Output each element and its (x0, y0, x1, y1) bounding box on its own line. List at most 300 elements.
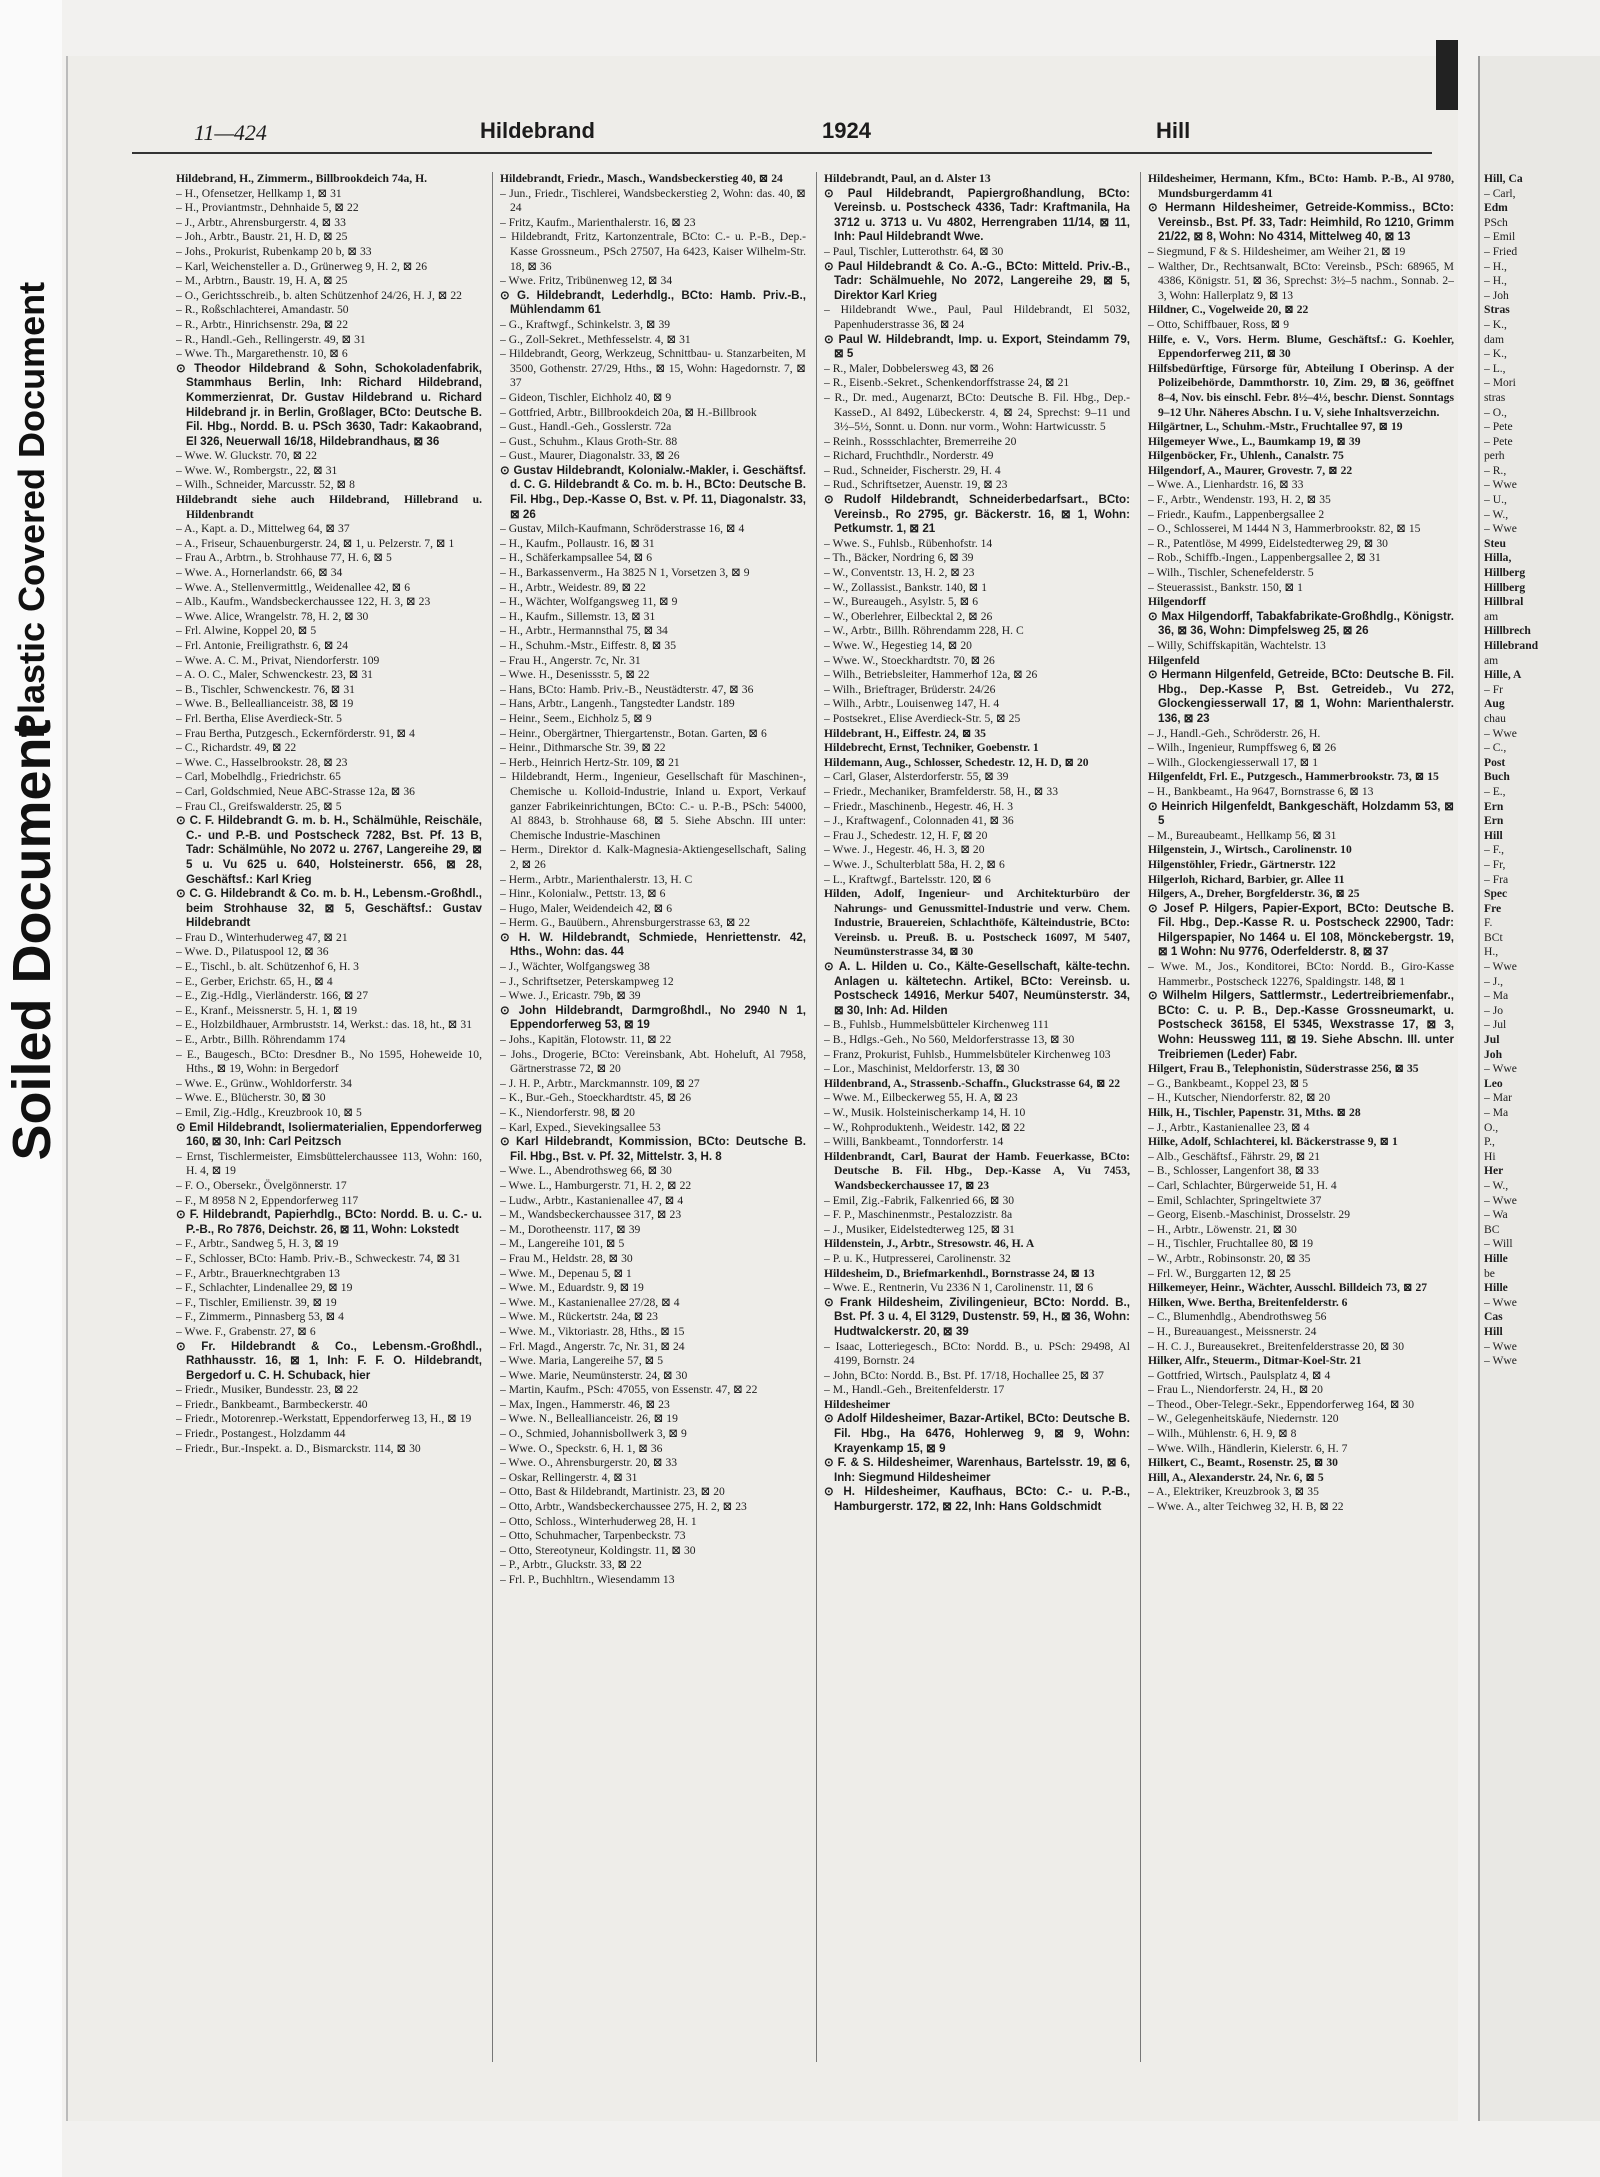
directory-entry: – Wilh., Glockengiesserwall 17, ⊠ 1 (1148, 755, 1319, 769)
directory-entry: ⊙ Rudolf Hildebrandt, Schneiderbedarfsart., BCto: Vereinsb., Ro 2795, gr. Bäckerstr. 16, ⊠ 1, Wohn: Petkumstr. 1, ⊠ 21 (824, 493, 1130, 536)
directory-entry: – H., Kaufm., Pollaustr. 16, ⊠ 31 (500, 536, 655, 550)
directory-entry: – Will (1484, 1237, 1513, 1251)
directory-entry: Hill, A., Alexanderstr. 24, Nr. 6, ⊠ 5 (1148, 1470, 1324, 1484)
directory-entry: – Heinr., Obergärtner, Thiergartenstr., Botan. Garten, ⊠ 6 (500, 726, 767, 740)
directory-entry: Jul (1484, 1033, 1500, 1047)
directory-entry: – K., Bur.-Geh., Stoeckhardtstr. 45, ⊠ 26 (500, 1091, 692, 1105)
directory-entry: – Johs., Kapitän, Flotowstr. 11, ⊠ 22 (500, 1033, 672, 1047)
directory-entry: – M., Dorotheenstr. 117, ⊠ 39 (500, 1222, 641, 1236)
directory-entry: Post (1484, 755, 1506, 769)
directory-entry: – Wwe (1484, 726, 1517, 740)
directory-entry: – H., (1484, 274, 1507, 288)
directory-entry: Hilgendorff (1148, 595, 1206, 609)
directory-entry: – Wwe. S., Fuhlsb., Rübenhofstr. 14 (824, 536, 993, 550)
directory-entry: – R., Handl.-Geh., Rellingerstr. 49, ⊠ 31 (176, 332, 366, 346)
header-right-word: Hill (1156, 118, 1191, 143)
directory-entry: – Frau Bertha, Putzgesch., Eckernförderstr. 91, ⊠ 4 (176, 726, 415, 740)
directory-entry: – Wwe. Fritz, Tribünenweg 12, ⊠ 34 (500, 274, 673, 288)
directory-entry: – Wwe. O., Ahrensburgerstr. 20, ⊠ 33 (500, 1456, 678, 1470)
directory-entry: – Paul, Tischler, Lutterothstr. 64, ⊠ 30 (824, 244, 1004, 258)
directory-entry: – P., Arbtr., Gluckstr. 33, ⊠ 22 (500, 1558, 642, 1572)
directory-entry: Hilken, Wwe. Bertha, Breitenfelderstr. 6 (1148, 1295, 1348, 1309)
directory-entry: Leo (1484, 1076, 1503, 1090)
directory-entry: – H., Kaufm., Sillemstr. 13, ⊠ 31 (500, 609, 656, 623)
directory-entry: ⊙ Karl Hildebrandt, Kommission, BCto: Deutsche B. Fil. Hbg., Bst. v. Pf. 32, Mittelstr. 3, H. 8 (500, 1135, 806, 1163)
directory-entry: – E., Tischl., b. alt. Schützenhof 6, H. 3 (176, 960, 359, 974)
directory-entry: – A., Kapt. a. D., Mittelweg 64, ⊠ 37 (176, 522, 350, 536)
directory-entry: Her (1484, 1164, 1504, 1178)
directory-entry: – W., (1484, 1178, 1509, 1192)
directory-entry: – G., Zoll-Sekret., Methfesselstr. 4, ⊠ 31 (500, 332, 691, 346)
directory-entry: ⊙ C. F. Hildebrandt G. m. b. H., Schälmühle, Reischäle, C.- und P.-B. und Postscheck 7282, Bst. Pf. 13 B, Tadr: Schälmühle, No 2072 u. 2767, Langereihe 29, ⊠ 5 u. Vu 625 u. 640, Holsteinerstr. 656, ⊠ 28, Geschäftsf.: Karl Krieg (176, 814, 482, 886)
directory-entry: ⊙ Paul Hildebrandt & Co. A.-G., BCto: Mitteld. Priv.-B., Tadr: Schälmuehle, No 2072, Langereihe 29, ⊠ 5, Direktor Karl Krieg (824, 259, 1130, 302)
directory-entry: – Johs., Prokurist, Rubenkamp 20 b, ⊠ 33 (176, 244, 372, 258)
directory-entry: Hildesheimer (824, 1397, 891, 1411)
directory-entry: – Theod., Ober-Telegr.-Sekr., Eppendorferweg 164, ⊠ 30 (1148, 1397, 1415, 1411)
directory-entry: Edm (1484, 201, 1508, 215)
directory-entry: – Emil, Zig.-Fabrik, Falkenried 66, ⊠ 30 (824, 1193, 1015, 1207)
directory-entry: – Carl, Schlachter, Bürgerweide 51, H. 4 (1148, 1178, 1337, 1192)
directory-entry: – Fried (1484, 244, 1518, 258)
directory-entry: – R., Arbtr., Hinrichsenstr. 29a, ⊠ 22 (176, 317, 349, 331)
directory-entry: F. (1484, 916, 1493, 930)
directory-entry: – Steuerassist., Bankstr. 150, ⊠ 1 (1148, 580, 1303, 594)
directory-entry: – Otto, Arbtr., Wandsbeckerchaussee 275, H. 2, ⊠ 23 (500, 1500, 747, 1514)
directory-entry: Hildebrecht, Ernst, Techniker, Goebenstr. 1 (824, 741, 1039, 755)
directory-entry: – E., (1484, 784, 1506, 798)
directory-entry: – H., Wächter, Wolfgangsweg 11, ⊠ 9 (500, 595, 678, 609)
directory-entry: – Ma (1484, 989, 1509, 1003)
directory-entry: Hilgers, A., Dreher, Borgfelderstr. 36, ⊠ 25 (1148, 887, 1360, 901)
directory-entry: – C., (1484, 741, 1507, 755)
facing-page-column (1484, 172, 1594, 2072)
directory-entry: Hilfsbedürftige, Fürsorge für, Abteilung I Oberinsp. A der Polizeibehörde, Dammthorstr. 10, Zim. 29, ⊠ 36, geöffnet 8–4, Nov. bis einschl. Febr. 8½–4½, beschr. Dienst. Sonntags 9–12 Uhr. Näheres Abschn. I u. V, siehe Inhaltsverzeichn. (1148, 361, 1454, 419)
directory-entry: – B., Hdlgs.-Geh., No 560, Meldorferstrasse 13, ⊠ 30 (824, 1033, 1075, 1047)
directory-entry: am (1484, 609, 1499, 623)
directory-entry: – Pete (1484, 434, 1513, 448)
directory-entry: – Rud., Schriftsetzer, Auenstr. 19, ⊠ 23 (824, 478, 1008, 492)
directory-entry: Hilgendorf, A., Maurer, Grovestr. 7, ⊠ 22 (1148, 463, 1353, 477)
directory-entry: – Wilh., Brieftrager, Brüderstr. 24/26 (824, 682, 996, 696)
directory-entry: Hillebrand (1484, 639, 1539, 652)
directory-entry: – R., (1484, 463, 1507, 477)
directory-entry: – Wwe (1484, 522, 1517, 536)
directory-entry: – Fritz, Kaufm., Marienthalerstr. 16, ⊠ 23 (500, 215, 696, 229)
directory-entry: – Heinr., Seem., Eichholz 5, ⊠ 9 (500, 711, 652, 725)
directory-entry: – Friedr., Kaufm., Lappenbergsallee 2 (1148, 507, 1325, 521)
directory-entry: – Wwe. E., Blücherstr. 30, ⊠ 30 (176, 1091, 326, 1105)
directory-entry: – Otto, Schiffbauer, Ross, ⊠ 9 (1148, 317, 1290, 331)
directory-entry: – Wwe. Maria, Langereihe 57, ⊠ 5 (500, 1354, 664, 1368)
directory-entry: – M., Langereihe 101, ⊠ 5 (500, 1237, 625, 1251)
directory-entry: ⊙ Josef P. Hilgers, Papier-Export, BCto: Deutsche B. Fil. Hbg., Dep.-Kasse R. u. Postscheck 22900, Tadr: Hilgerspapier, No 1464 u. El 108, Mönckebergstr. 19, ⊠ 1 Wohn: Nu 9776, Oderfelderstr. 8, ⊠ 37 (1148, 901, 1454, 959)
directory-entry: – Wwe. F., Grabenstr. 27, ⊠ 6 (176, 1324, 316, 1338)
directory-entry: – Wwe. O., Speckstr. 6, H. 1, ⊠ 36 (500, 1441, 663, 1455)
directory-entry: – Wwe. A., Lienhardstr. 16, ⊠ 33 (1148, 478, 1304, 492)
directory-entry: – P. u. K., Hutpresserei, Carolinenstr. 32 (824, 1251, 1011, 1265)
directory-entry: – Friedr., Postangest., Holzdamm 44 (176, 1427, 346, 1441)
directory-entry: – K., (1484, 347, 1507, 361)
directory-entry: – Frau D., Winterhuderweg 47, ⊠ 21 (176, 930, 348, 944)
directory-entry: – H., Arbtr., Hermannsthal 75, ⊠ 34 (500, 624, 668, 638)
directory-entry: – Hildebrandt, Herm., Ingenieur, Gesellschaft für Maschinen-, Chemische u. Kolloid-Industrie, Inland u. Export, Verkauf ganzer Fabrikeinrichtungen, BCto: C.- u. P.-B., PSch: 54000, Al 8843, b. Strohhause 68, ⊠ 5. Siehe Abschn. III unter: Chemische Industrie-Maschinen (500, 770, 806, 842)
directory-entry: Hilgenfeldt, Frl. E., Putzgesch., Hammerbrookstr. 73, ⊠ 15 (1148, 770, 1439, 784)
directory-entry: – M., Handl.-Geh., Breitenfelderstr. 17 (824, 1383, 1005, 1397)
directory-entry: Hilfe, e. V., Vors. Herm. Blume, Geschäftsf.: G. Koehler, Eppendorferweg 211, ⊠ 30 (1148, 332, 1454, 361)
directory-entry: – F. P., Maschinenmstr., Pestalozzistr. 8a (824, 1208, 1013, 1222)
directory-entry: – Wwe. W., Rombergstr., 22, ⊠ 31 (176, 463, 338, 477)
directory-entry: Hilgenstein, J., Wirtsch., Carolinenstr. 10 (1148, 843, 1352, 857)
directory-entry: – Jun., Friedr., Tischlerei, Wandsbeckerstieg 2, Wohn: das. 40, ⊠ 24 (500, 186, 806, 215)
directory-entry: – Joh., Arbtr., Baustr. 21, H. D, ⊠ 25 (176, 230, 348, 244)
directory-entry: – Alb., Geschäftsf., Fährstr. 29, ⊠ 21 (1148, 1149, 1321, 1163)
directory-entry: – J., Schriftsetzer, Peterskampweg 12 (500, 974, 674, 988)
directory-entry: – E., Arbtr., Billh. Röhrendamm 174 (176, 1033, 346, 1047)
directory-entry: – M., Wandsbeckerchaussee 317, ⊠ 23 (500, 1208, 682, 1222)
directory-entry: – Wwe. J., Ericastr. 79b, ⊠ 39 (500, 989, 641, 1003)
directory-entry: PSch (1484, 215, 1508, 229)
directory-entry: ⊙ Paul Hildebrandt, Papiergroßhandlung, BCto: Vereinsb. u. Postscheck 4336, Tadr: Kraftmanila, Ha 3712 u. 3713 u. Vu 4802, Herrengraben 11/14, ⊠ 11, Inh: Paul Hildebrandt Wwe. (824, 186, 1130, 244)
column-3 (824, 172, 1130, 2082)
directory-entry: – Frau J., Schedestr. 12, H. F, ⊠ 20 (824, 828, 988, 842)
directory-entry: – E., Baugesch., BCto: Dresdner B., No 1595, Hoheweide 10, Hths., ⊠ 19, Wohn: in Bergedorf (176, 1047, 482, 1076)
directory-entry: – Wwe (1484, 478, 1517, 492)
directory-entry: – Gust., Schuhm., Klaus Groth-Str. 88 (500, 434, 678, 448)
soiled-document-label: Soiled Document (2, 719, 62, 1161)
directory-entry: – Willy, Schiffskapitän, Wachtelstr. 13 (1148, 639, 1326, 652)
directory-entry: Hill, Ca (1484, 172, 1523, 185)
directory-entry: – W., Arbtr., Robinsonstr. 20, ⊠ 35 (1148, 1251, 1311, 1265)
directory-entry: – Lor., Maschinist, Meldorferstr. 13, ⊠ 30 (824, 1062, 1020, 1076)
directory-entry: ⊙ Wilhelm Hilgers, Sattlermstr., Ledertreibriemenfabr., BCto: C. u. P. B., Dep.-Kasse Grossneumarkt, u. Postscheck 36158, El 5345, Wexstrasse 17, ⊠ 3, Wohn: Heussweg 111, ⊠ 19. Siehe Abschn. III. unter Treibriemen (Leder) Fabr. (1148, 989, 1454, 1061)
directory-entry: – Otto, Schloss., Winterhuderweg 28, H. 1 (500, 1514, 697, 1528)
directory-entry: – E., Holzbildhauer, Armbruststr. 14, Werkst.: das. 18, ht., ⊠ 31 (176, 1018, 472, 1032)
directory-entry: P., (1484, 1135, 1495, 1149)
directory-entry: – J., Arbtr., Kastanienallee 23, ⊠ 4 (1148, 1120, 1310, 1134)
directory-entry: BC (1484, 1222, 1500, 1236)
directory-entry: – B., Fuhlsb., Hummelsbütteler Kirchenweg 111 (824, 1018, 1049, 1032)
directory-entry: – H., Bankbeamt., Ha 9647, Bornstrasse 6, ⊠ 13 (1148, 784, 1374, 798)
directory-entry: – W., Musik. Holsteinischerkamp 14, H. 10 (824, 1106, 1026, 1119)
directory-entry: – Wwe. L., Abendrothsweg 66, ⊠ 30 (500, 1164, 672, 1178)
directory-entry: – Willi, Bankbeamt., Tonndorferstr. 14 (824, 1135, 1004, 1149)
directory-entry: Hilgenböcker, Fr., Uhlenh., Canalstr. 75 (1148, 449, 1344, 463)
directory-entry: – Herm., Direktor d. Kalk-Magnesia-Aktiengesellschaft, Saling 2, ⊠ 26 (500, 843, 806, 871)
directory-entry: – Wwe. E., Rentnerin, Vu 2336 N 1, Carolinenstr. 11, ⊠ 6 (824, 1281, 1093, 1295)
directory-entry: – Friedr., Mechaniker, Bramfelderstr. 58, H., ⊠ 33 (824, 784, 1058, 798)
directory-entry: – Hinr., Kolonialw., Pettstr. 13, ⊠ 6 (500, 887, 666, 901)
plastic-covered-label: Plastic Covered Document (11, 281, 52, 739)
directory-entry: – H., Bureauangest., Meissnerstr. 24 (1148, 1324, 1317, 1338)
directory-entry: – H., Kutscher, Niendorferstr. 82, ⊠ 20 (1148, 1091, 1331, 1105)
directory-entry: – C., Richardstr. 49, ⊠ 22 (176, 741, 297, 755)
directory-entry: – Friedr., Maschinenb., Hegestr. 46, H. 3 (824, 799, 1014, 813)
directory-entry: Hilke, Adolf, Schlachterei, kl. Bäckerstrasse 9, ⊠ 1 (1148, 1135, 1398, 1149)
directory-entry: chau (1484, 711, 1506, 725)
directory-entry: – F., Schlosser, BCto: Hamb. Priv.-B., Schweckestr. 74, ⊠ 31 (176, 1251, 461, 1265)
directory-entry: – Carl, Mobelhdlg., Friedrichstr. 65 (176, 770, 341, 784)
directory-entry: – Wilh., Schneider, Marcusstr. 52, ⊠ 8 (176, 478, 355, 492)
directory-entry: – Wwe. M., Rückertstr. 24a, ⊠ 23 (500, 1310, 658, 1324)
directory-entry: – O., Gerichtsschreib., b. alten Schützenhof 24/26, H. J, ⊠ 22 (176, 288, 462, 302)
directory-entry: – Wwe. D., Pilatuspool 12, ⊠ 36 (176, 945, 329, 959)
directory-entry: – Herm., Arbtr., Marienthalerstr. 13, H. C (500, 872, 693, 886)
directory-entry: – Wwe. W. Gluckstr. 70, ⊠ 22 (176, 449, 317, 463)
directory-entry: – Hugo, Maler, Weidendeich 42, ⊠ 6 (500, 901, 672, 915)
column-rule (1140, 172, 1141, 2062)
directory-entry: – Wwe. M., Depenau 5, ⊠ 1 (500, 1266, 632, 1280)
directory-entry: – Wwe. M., Jos., Konditorei, BCto: Nordd. B., Giro-Kasse Hammerbr., Postscheck 12276, Spaldingstr. 148, ⊠ 1 (1148, 960, 1454, 988)
binding-clip (1436, 40, 1458, 110)
directory-entry: – Herb., Heinrich Hertz-Str. 109, ⊠ 21 (500, 755, 680, 769)
directory-entry: Hildebrandt, Paul, an d. Alster 13 (824, 172, 991, 185)
directory-entry: – Jo (1484, 1003, 1504, 1017)
directory-entry: Ern (1484, 814, 1504, 828)
directory-entry: ⊙ H. W. Hildebrandt, Schmiede, Henriettenstr. 42, Hths., Wohn: das. 44 (500, 930, 806, 959)
directory-entry: – Friedr., Bur.-Inspekt. a. D., Bismarckstr. 114, ⊠ 30 (176, 1441, 421, 1455)
directory-entry: – Martin, Kaufm., PSch: 47055, von Essenstr. 47, ⊠ 22 (500, 1383, 758, 1397)
directory-entry: Hildebrandt siehe auch Hildebrand, Hillebrand u. Hildenbrandt (176, 493, 482, 521)
directory-entry: – Franz, Prokurist, Fuhlsb., Hummelsbüteler Kirchenweg 103 (824, 1047, 1111, 1061)
directory-entry: – Fr, (1484, 857, 1506, 871)
directory-entry: ⊙ Theodor Hildebrand & Sohn, Schokoladenfabrik, Stammhaus Berlin, Inh: Richard Hildebrand, Kommerzienrat, Dr. Gustav Hildebrand u. Richard Hildebrand jr. in Berlin, Großlager, BCto: Deutsche B. Fil. Hbg., Nordd. B. u. PSch 3630, Tadr: Kakaobrand, El 326, Neuerwall 16/18, Hildebrandhaus, ⊠ 36 (176, 361, 482, 448)
directory-entry: – Karl, Exped., Sievekingsallee 53 (500, 1120, 661, 1134)
directory-entry: – Mori (1484, 376, 1516, 390)
directory-entry: – Max, Ingen., Hammerstr. 46, ⊠ 23 (500, 1397, 670, 1411)
directory-entry: – Wilh., Arbtr., Louisenweg 147, H. 4 (824, 697, 1000, 711)
directory-entry: – Frau H., Angerstr. 7c, Nr. 31 (500, 653, 641, 667)
directory-entry: – Otto, Stereotyneur, Koldingstr. 11, ⊠ 30 (500, 1543, 696, 1557)
directory-entry: ⊙ Paul W. Hildebrandt, Imp. u. Export, Steindamm 79, ⊠ 5 (824, 332, 1130, 361)
directory-entry: – H., Tischler, Fruchtallee 80, ⊠ 19 (1148, 1237, 1314, 1251)
directory-entry: – Wilh., Mühlenstr. 6, H. 9, ⊠ 8 (1148, 1427, 1297, 1441)
directory-entry: – F., Arbtr., Sandweg 5, H. 3, ⊠ 19 (176, 1237, 339, 1251)
directory-entry: – Wwe. J., Schulterblatt 58a, H. 2, ⊠ 6 (824, 857, 1005, 871)
directory-entry: Hilgerloh, Richard, Barbier, gr. Allee 11 (1148, 872, 1345, 886)
directory-entry: Hilker, Alfr., Steuerm., Ditmar-Koel-Str. 21 (1148, 1354, 1362, 1368)
directory-entry: – Wwe. A., Hornerlandstr. 66, ⊠ 34 (176, 566, 343, 580)
directory-entry: – Herm. G., Bauübern., Ahrensburgerstrasse 63, ⊠ 22 (500, 916, 751, 930)
directory-entry: – A., Elektriker, Kreuzbrook 3, ⊠ 35 (1148, 1485, 1319, 1499)
directory-entry: – Hildebrandt, Georg, Werkzeug, Schnittbau- u. Stanzarbeiten, M 3500, Gothenstr. 27/29, Hths., ⊠ 15, Wohn: Hagedornstr. 7, ⊠ 37 (500, 347, 806, 390)
directory-entry: Hilkemeyer, Heinr., Wächter, Ausschl. Billdeich 73, ⊠ 27 (1148, 1281, 1428, 1295)
directory-entry: Hilgemeyer Wwe., L., Baumkamp 19, ⊠ 39 (1148, 434, 1361, 448)
directory-entry: – Friedr., Motorenrep.-Werkstatt, Eppendorferweg 13, H., ⊠ 19 (176, 1412, 472, 1426)
header-left-word: Hildebrand (480, 118, 595, 143)
directory-entry: – Carl, Goldschmied, Neue ABC-Strasse 12a, ⊠ 36 (176, 784, 415, 798)
directory-entry: – H., Arbtr., Weidestr. 89, ⊠ 22 (500, 580, 646, 594)
directory-entry: – A. O. C., Maler, Schwenckestr. 23, ⊠ 31 (176, 668, 373, 682)
directory-entry: Hillberg (1484, 566, 1526, 580)
directory-entry: – Johs., Drogerie, BCto: Vereinsbank, Abt. Hoheluft, Al 7958, Gärtnerstrasse 72, ⊠ 20 (500, 1047, 806, 1076)
directory-entry: – Otto, Bast & Hildebrandt, Martinistr. 23, ⊠ 20 (500, 1485, 725, 1499)
directory-entry: Hilgärtner, L., Schuhm.-Mstr., Fruchtallee 97, ⊠ 19 (1148, 420, 1403, 434)
directory-entry: – Wwe (1484, 1339, 1517, 1353)
directory-entry: Buch (1484, 770, 1510, 784)
directory-entry: – Hildebrandt Wwe., Paul, Paul Hildebrandt, El 5032, Papenhuderstrasse 36, ⊠ 24 (824, 303, 1130, 331)
directory-entry: – Gustav, Milch-Kaufmann, Schröderstrasse 16, ⊠ 4 (500, 522, 745, 536)
directory-entry: dam (1484, 332, 1504, 346)
directory-entry: Hille (1484, 1251, 1508, 1265)
directory-entry: – A., Friseur, Schauenburgerstr. 24, ⊠ 1, u. Pelzerstr. 7, ⊠ 1 (176, 536, 455, 550)
directory-entry: – U., (1484, 493, 1507, 507)
directory-entry: – L., (1484, 361, 1506, 375)
directory-entry: – F., Tischler, Emilienstr. 39, ⊠ 19 (176, 1295, 337, 1309)
directory-entry: Hildenstein, J., Arbtr., Stresowstr. 46, H. A (824, 1237, 1035, 1251)
directory-entry: – Frl. Magd., Angerstr. 7c, Nr. 31, ⊠ 24 (500, 1339, 685, 1353)
directory-entry: ⊙ John Hildebrandt, Darmgroßhdl., No 2940 N 1, Eppendorferweg 53, ⊠ 19 (500, 1003, 806, 1032)
directory-entry: ⊙ H. Hildesheimer, Kaufhaus, BCto: C.- u. P.-B., Hamburgerstr. 172, ⊠ 22, Inh: Hans Goldschmidt (824, 1485, 1130, 1514)
directory-entry: – W., Bureaugeh., Asylstr. 5, ⊠ 6 (824, 595, 978, 609)
directory-entry: – Rob., Schiffb.-Ingen., Lappenbergsallee 2, ⊠ 31 (1148, 551, 1381, 565)
directory-entry: – J., Wächter, Wolfgangsweg 38 (500, 960, 650, 974)
directory-entry: Hillbrech (1484, 624, 1531, 638)
directory-entry: – John, BCto: Nordd. B., Bst. Pf. 17/18, Hochallee 25, ⊠ 37 (824, 1368, 1104, 1382)
directory-entry: – Wwe (1484, 1295, 1517, 1309)
directory-entry: Spec (1484, 887, 1508, 901)
directory-entry: ⊙ C. G. Hildebrandt & Co. m. b. H., Lebensm.-Großhdl., beim Strohhause 32, ⊠ 5, Geschäftsf.: Gustav Hildebrandt (176, 887, 482, 930)
directory-entry: – Fr (1484, 682, 1504, 696)
directory-entry: – F., Arbtr., Wendenstr. 193, H. 2, ⊠ 35 (1148, 493, 1331, 507)
directory-entry: – Frl. Alwine, Koppel 20, ⊠ 5 (176, 624, 317, 638)
directory-entry: – H., Proviantmstr., Dehnhaide 5, ⊠ 22 (176, 201, 359, 215)
directory-entry: – Wwe. A., Stellenvermittlg., Weidenallee 42, ⊠ 6 (176, 580, 411, 594)
directory-entry: ⊙ Frank Hildesheim, Zivilingenieur, BCto: Nordd. B., Bst. Pf. 3 u. 4, El 3129, Dustenstr. 59, H., ⊠ 36, Wohn: Hudtwalckerstr. 20, ⊠ 39 (824, 1295, 1130, 1338)
directory-entry: – J., Musiker, Eidelstedterweg 125, ⊠ 31 (824, 1222, 1015, 1236)
directory-entry: – Wwe. Wilh., Händlerin, Kielerstr. 6, H. 7 (1148, 1441, 1348, 1455)
directory-entry: – Wwe. H., Desenissstr. 5, ⊠ 22 (500, 668, 650, 682)
directory-entry: Hildner, C., Vogelweide 20, ⊠ 22 (1148, 303, 1309, 317)
directory-entry: – Wa (1484, 1208, 1508, 1222)
directory-entry: – Th., Bäcker, Nordring 6, ⊠ 39 (824, 551, 974, 565)
directory-entry: ⊙ F. Hildebrandt, Papierhdlg., BCto: Nordd. B. u. C.- u. P.-B., Ro 7876, Deichstr. 26, ⊠ 11, Wohn: Lokstedt (176, 1208, 482, 1236)
directory-entry: ⊙ Emil Hildebrandt, Isoliermaterialien, Eppendorferweg 160, ⊠ 30, Inh: Carl Peitzsch (176, 1120, 482, 1149)
directory-entry: ⊙ Max Hilgendorff, Tabakfabrikate-Großhdlg., Königstr. 36, ⊠ 36, Wohn: Dimpfelsweg 25, ⊠ 26 (1148, 609, 1454, 638)
directory-entry: Hillberg (1484, 580, 1526, 594)
directory-entry: Hildesheimer, Hermann, Kfm., BCto: Hamb. P.-B., Al 9780, Mundsburgerdamm 41 (1148, 172, 1454, 200)
directory-entry: – Hans, BCto: Hamb. Priv.-B., Neustädterstr. 47, ⊠ 36 (500, 682, 754, 696)
directory-entry: – Wwe. M., Viktoriastr. 28, Hths., ⊠ 15 (500, 1324, 685, 1338)
directory-entry: – G., Bankbeamt., Koppel 23, ⊠ 5 (1148, 1076, 1309, 1090)
directory-entry: – R., Patentlöse, M 4999, Eidelstedterweg 29, ⊠ 30 (1148, 536, 1388, 550)
directory-entry: – W., Gelegenheitskäufe, Niedernstr. 120 (1148, 1412, 1339, 1426)
directory-entry: Stras (1484, 303, 1510, 317)
directory-entry: – Friedr., Bankbeamt., Barmbeckerstr. 40 (176, 1397, 368, 1411)
directory-entry: – Karl, Weichensteller a. D., Grünerweg 9, H. 2, ⊠ 26 (176, 259, 427, 273)
directory-entry: – W., Rohproduktenh., Weidestr. 142, ⊠ 22 (824, 1120, 1026, 1134)
directory-entry: – Emil (1484, 230, 1516, 244)
directory-entry: – R., Roßschlachterei, Amandastr. 50 (176, 303, 349, 317)
directory-entry: – Ludw., Arbtr., Kastanienallee 47, ⊠ 4 (500, 1193, 684, 1207)
directory-entry: – Richard, Fruchthdlr., Norderstr. 49 (824, 449, 994, 463)
directory-entry: – Wwe. N., Belleallianceistr. 26, ⊠ 19 (500, 1412, 678, 1426)
directory-entry: – Frau M., Heldstr. 28, ⊠ 30 (500, 1251, 633, 1265)
directory-entry: – Frl. W., Burggarten 12, ⊠ 25 (1148, 1266, 1291, 1280)
directory-entry: – Fra (1484, 872, 1509, 886)
directory-entry: ⊙ Gustav Hildebrandt, Kolonialw.-Makler, i. Geschäftsf. d. C. G. Hildebrandt & Co. m. b. H., BCto: Deutsche B. Fil. Hbg., Dep.-Kasse O, Bst. v. Pf. 11, Diagonalstr. 33, ⊠ 26 (500, 463, 806, 521)
directory-entry: Hillbral (1484, 595, 1524, 609)
directory-entry: – H., (1484, 259, 1507, 273)
directory-entry: – Wwe (1484, 1062, 1517, 1076)
directory-entry: – Carl, Glaser, Alsterdorferstr. 55, ⊠ 39 (824, 770, 1009, 784)
directory-entry: ⊙ Hermann Hilgenfeld, Getreide, BCto: Deutsche B. Fil. Hbg., Dep.-Kasse P, Bst. Getreideb., Vu 272, Glockengiesserwall 17, ⊠ 1, Wohn: Marienthalerstr. 136, ⊠ 23 (1148, 668, 1454, 725)
directory-entry: – Jul (1484, 1018, 1507, 1032)
directory-entry: – W., (1484, 507, 1509, 521)
directory-entry: perh (1484, 449, 1505, 463)
directory-entry: O., (1484, 1120, 1499, 1134)
directory-entry: – Reinh., Rossschlachter, Bremerreihe 20 (824, 434, 1017, 448)
directory-entry: – R., Dr. med., Augenarzt, BCto: Deutsche B. Fil. Hbg., Dep.-KasseD., Al 8492, Lübeckerstr. 4, ⊠ 24, Sprechst: 9–11 und 3½–5½, Sonnt. u. Donn. nur vorm., Wohn: Hartwicusstr. 5 (824, 390, 1130, 434)
directory-entry: – C., Blumenhdlg., Abendrothsweg 56 (1148, 1310, 1327, 1324)
directory-entry: Hi (1484, 1149, 1496, 1163)
directory-entry: – E., Kranf., Meissnerstr. 5, H. 1, ⊠ 19 (176, 1003, 358, 1017)
directory-entry: – J., Handl.-Geh., Schröderstr. 26, H. (1148, 726, 1321, 740)
directory-entry: – Wwe. E., Grünw., Wohldorferstr. 34 (176, 1076, 352, 1090)
directory-entry: – Rud., Schneider, Fischerstr. 29, H. 4 (824, 463, 1001, 477)
directory-entry: ⊙ G. Hildebrandt, Lederhdlg., BCto: Hamb. Priv.-B., Mühlendamm 61 (500, 288, 806, 317)
directory-entry: – L., Kraftwgf., Bartelsstr. 120, ⊠ 6 (824, 872, 991, 886)
directory-entry: – R., Eisenb.-Sekret., Schenkendorffstrasse 24, ⊠ 21 (824, 376, 1070, 390)
directory-entry: Hilden, Adolf, Ingenieur- und Architekturbüro der Nahrungs- und Genussmittel-Industrie und verw. Chem. Industrie, Brauereien, Schlachthöfe, Kälteindustrie, BCto: Vereinsb. u. Preuß. B. u. Postscheck 16097, M 5407, Neumünsterstrasse 34, ⊠ 30 (824, 887, 1130, 959)
directory-entry: – Wwe (1484, 1193, 1517, 1207)
directory-entry: Hilk, H., Tischler, Papenstr. 31, Mths. ⊠ 28 (1148, 1106, 1361, 1119)
directory-entry: – Frl. Bertha, Elise Averdieck-Str. 5 (176, 711, 342, 725)
directory-entry: – W., Zollassist., Bankstr. 140, ⊠ 1 (824, 580, 988, 594)
directory-entry: – Wwe. L., Hamburgerstr. 71, H. 2, ⊠ 22 (500, 1178, 692, 1192)
directory-entry: – Gideon, Tischler, Eichholz 40, ⊠ 9 (500, 390, 672, 404)
directory-entry: Hildenbrandt, Carl, Baurat der Hamb. Feuerkasse, BCto: Deutsche B. Fil. Hbg., Dep.-Kasse A, Vu 7453, Wandsbeckerchaussee 17, ⊠ 23 (824, 1149, 1130, 1192)
directory-entry: – J., (1484, 974, 1504, 988)
directory-entry: – K., Niendorferstr. 98, ⊠ 20 (500, 1106, 635, 1119)
directory-entry: – Gottfried, Wirtsch., Paulsplatz 4, ⊠ 4 (1148, 1368, 1331, 1382)
directory-entry: – B., Tischler, Schwenckestr. 76, ⊠ 31 (176, 682, 355, 696)
directory-entry: Hildemann, Aug., Schlosser, Schedestr. 12, H. D, ⊠ 20 (824, 755, 1089, 769)
directory-entry: Hildebrant, H., Eiffestr. 24, ⊠ 35 (824, 726, 986, 740)
directory-entry: – H., Schäferkampsallee 54, ⊠ 6 (500, 551, 653, 565)
header-year: 1924 (822, 118, 871, 143)
directory-entry: – H., Schuhm.-Mstr., Eiffestr. 8, ⊠ 35 (500, 639, 676, 652)
directory-entry: BCt (1484, 930, 1503, 944)
directory-entry: – Wwe. J., Hegestr. 46, H. 3, ⊠ 20 (824, 843, 985, 857)
directory-entry: – Frl. P., Buchhltrn., Wiesendamm 13 (500, 1573, 675, 1586)
directory-entry: – H., Barkassenverm., Ha 3825 N 1, Vorsetzen 3, ⊠ 9 (500, 566, 750, 580)
directory-entry: – O., (1484, 405, 1507, 419)
directory-entry: – Georg, Eisenb.-Maschinist, Drosselstr. 29 (1148, 1208, 1351, 1222)
directory-entry: – Mar (1484, 1091, 1513, 1105)
directory-entry: – Gust., Maurer, Diagonalstr. 33, ⊠ 26 (500, 449, 680, 463)
directory-entry: – Wwe. Alice, Wrangelstr. 78, H. 2, ⊠ 30 (176, 609, 369, 623)
directory-entry: Hildesheim, D., Briefmarkenhdl., Bornstrasse 24, ⊠ 13 (824, 1266, 1095, 1280)
directory-entry: – Wwe (1484, 1354, 1517, 1368)
directory-entry: – Wwe. M., Eilbeckerweg 55, H. A, ⊠ 23 (824, 1091, 1018, 1105)
directory-entry: – Frau A., Arbtrn., b. Strohhause 77, H. 6, ⊠ 5 (176, 551, 392, 565)
directory-entry: ⊙ Hermann Hildesheimer, Getreide-Kommiss., BCto: Vereinsb., Bst. Pf. 33, Tadr: Heimhild, Ro 1210, Grimm 21/22, ⊠ 8, Wohn: No 4314, Mittelweg 40, ⊠ 13 (1148, 201, 1454, 244)
directory-entry: – Wwe. B., Belleallianceistr. 38, ⊠ 19 (176, 697, 354, 711)
directory-entry: Hilgenfeld (1148, 653, 1200, 667)
directory-entry: – Emil, Zig.-Hdlg., Kreuzbrook 10, ⊠ 5 (176, 1106, 362, 1119)
directory-entry: – Alb., Kaufm., Wandsbeckerchaussee 122, H. 3, ⊠ 23 (176, 595, 431, 609)
column-1 (176, 172, 482, 2082)
directory-entry: – Frau L., Niendorferstr. 24, H., ⊠ 20 (1148, 1383, 1323, 1397)
directory-entry: – O., Schlosserei, M 1444 N 3, Hammerbrookstr. 82, ⊠ 15 (1148, 522, 1421, 536)
directory-entry: – M., Bureaubeamt., Hellkamp 56, ⊠ 31 (1148, 828, 1337, 842)
directory-entry: – Joh (1484, 288, 1509, 302)
directory-entry: – W., Arbtr., Billh. Röhrendamm 228, H. C (824, 624, 1024, 638)
directory-entry: – F., Schlachter, Lindenallee 29, ⊠ 19 (176, 1281, 353, 1295)
directory-entry: – Wwe. W., Stoeckhardtstr. 70, ⊠ 26 (824, 653, 995, 667)
directory-entry: ⊙ Heinrich Hilgenfeldt, Bankgeschäft, Holzdamm 53, ⊠ 5 (1148, 799, 1454, 828)
directory-entry: – R., Maler, Dobbelersweg 43, ⊠ 26 (824, 361, 994, 375)
